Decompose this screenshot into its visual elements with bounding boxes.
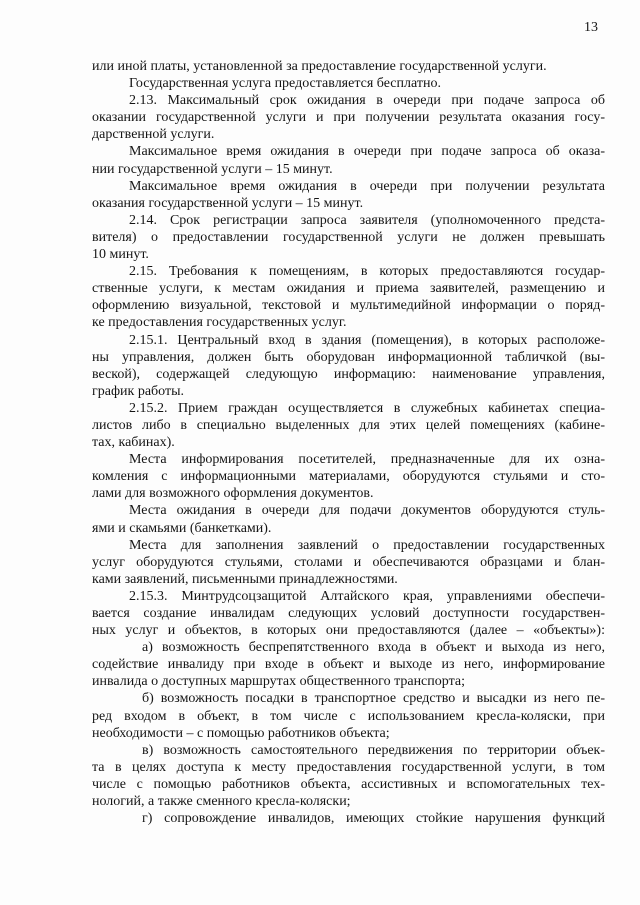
text-line: оформлению визуальной, текстовой и мультимедийной информации о поряд-: [92, 298, 605, 314]
text-line: Максимальное время ожидания в очереди при подаче запроса об оказа-: [129, 144, 605, 160]
text-line: комления с информационными материалами, оборудуются стульями и сто-: [92, 469, 605, 485]
text-line: нии государственной услуги – 15 минут.: [92, 161, 333, 177]
text-line: вителя) о предоставлении государственной услуги не должен превышать: [92, 229, 605, 245]
text-line: Максимальное время ожидания в очереди при получении результата: [129, 178, 605, 194]
text-line: Места для заполнения заявлений о предоставлении государственных: [129, 537, 605, 553]
text-line: 2.13. Максимальный срок ожидания в очереди при подаче запроса об: [129, 93, 605, 109]
text-line: Государственная услуга предоставляется бесплатно.: [129, 76, 441, 92]
text-line: оказании государственной услуги и при получении результата оказания госу-: [92, 110, 605, 126]
text-line: ке предоставления государственных услуг.: [92, 315, 347, 331]
text-line: ных услуг и объектов, в которых они предоставляются (далее – «объекты»):: [92, 623, 605, 639]
text-line: ны управления, должен быть оборудован информационной табличкой (вы-: [92, 349, 605, 365]
text-line: г) сопровождение инвалидов, имеющих стойкие нарушения функций: [142, 811, 605, 827]
text-line: 2.15. Требования к помещениям, в которых предоставляются государ-: [129, 264, 605, 280]
text-line: 2.15.3. Минтрудсоцзащитой Алтайского края, управлениями обеспечи-: [129, 588, 605, 604]
text-line: 2.15.2. Прием граждан осуществляется в служебных кабинетах специа-: [129, 400, 605, 416]
text-line: график работы.: [92, 383, 184, 399]
text-line: лами для возможного оформления документов.: [92, 486, 374, 502]
text-line: в) возможность самостоятельного передвижения по территории объек-: [142, 742, 605, 758]
text-line: веской), содержащей следующую информацию: наименование управления,: [92, 366, 605, 382]
text-line: 10 минут.: [92, 247, 149, 263]
text-line: ственные услуги, к местам ожидания и приема заявителей, размещению и: [92, 281, 605, 297]
text-line: инвалида о доступных маршрутах общественного транспорта;: [92, 674, 465, 690]
text-line: нологий, а также сменного кресла-коляски;: [92, 794, 351, 810]
text-line: Места информирования посетителей, предназначенные для их озна-: [129, 452, 605, 468]
text-line: оказания государственной услуги – 15 минут.: [92, 195, 364, 211]
text-line: необходимости – с помощью работников объекта;: [92, 725, 390, 741]
text-line: ред входом в объект, в том числе с использованием кресла-коляски, при: [92, 708, 605, 724]
text-line: или иной платы, установленной за предоставление государственной услуги.: [92, 59, 547, 74]
text-line: ями и скамьями (банкетками).: [92, 520, 272, 536]
text-line: 2.15.1. Центральный вход в здания (помещения), в которых расположе-: [129, 332, 605, 348]
text-line: услуг оборудуются стульями, столами и обеспечиваются образцами и блан-: [92, 554, 605, 570]
text-line: б) возможность посадки в транспортное средство и высадки из него пе-: [142, 691, 605, 707]
text-line: дарственной услуги.: [92, 127, 215, 143]
text-line: листов либо в специально выделенных для этих целей помещениях (кабине-: [92, 417, 605, 433]
text-line: содействие инвалиду при входе в объект и выходе из него, информирование: [92, 657, 605, 673]
text-line: числе с помощью работников объекта, ассистивных и вспомогательных тех-: [92, 776, 605, 792]
body-text: [92, 58, 605, 827]
text-line: Места ожидания в очереди для подачи документов оборудуются стуль-: [129, 503, 605, 519]
text-line: тах, кабинах).: [92, 435, 175, 451]
text-line: 2.14. Срок регистрации запроса заявителя (уполномоченного предста-: [129, 212, 605, 228]
page-number: 13: [584, 20, 598, 35]
text-line: ками заявлений, письменными принадлежностями.: [92, 571, 398, 587]
text-line: вается создание инвалидам следующих условий доступности государствен-: [92, 606, 605, 621]
text-line: та в целях доступа к месту предоставления государственной услуги, в том: [92, 759, 605, 775]
text-line: а) возможность беспрепятственного входа в объект и выхода из него,: [142, 640, 605, 656]
